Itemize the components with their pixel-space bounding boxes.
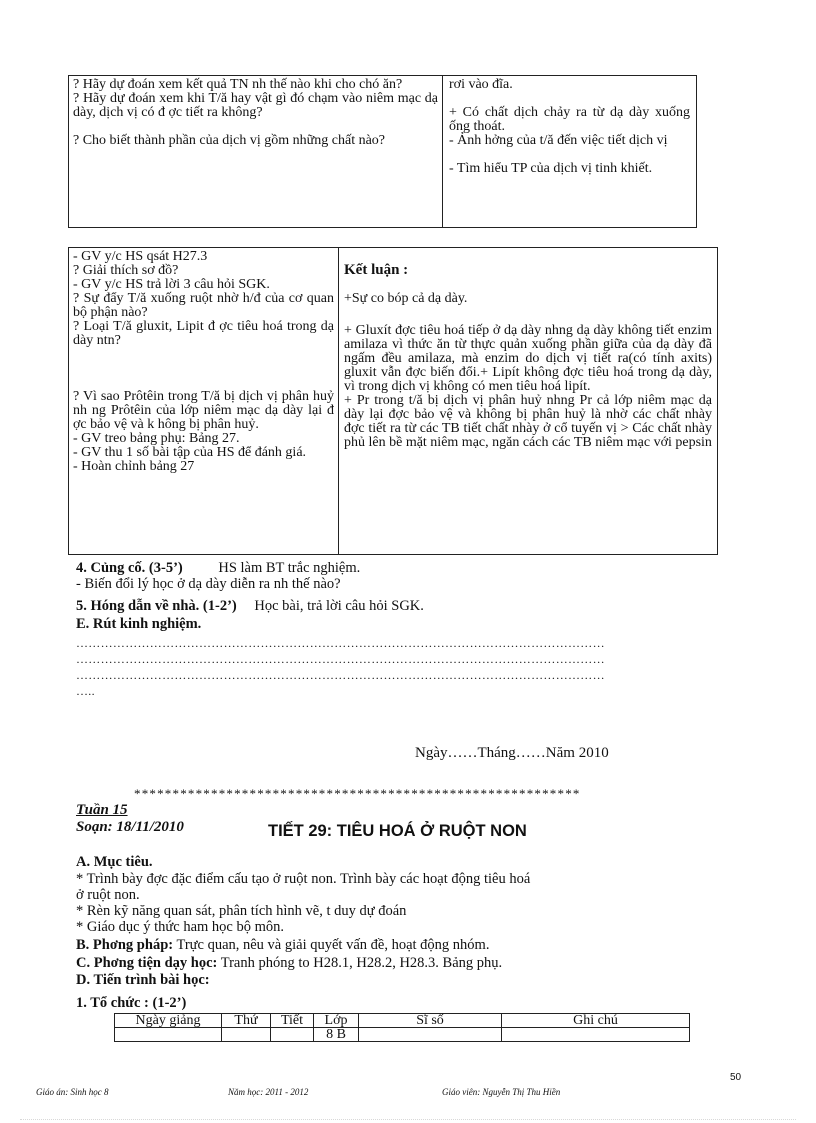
question-1: ? Hãy dự đoán xem kết quả TN nh thế nào khi cho chó ăn? [73, 77, 403, 92]
table-cell [222, 1028, 271, 1042]
header-cell: Lớp [314, 1014, 359, 1028]
activity-2: ? Giải thích sơ đồ? [73, 263, 179, 278]
conclusion-heading: Kết luận : [344, 262, 409, 278]
table-header-row [115, 1014, 690, 1028]
question-3: ? Cho biết thành phần của dịch vị gồm những chất nào? [73, 133, 386, 148]
header-cell: Sĩ số [359, 1014, 502, 1028]
activity-3: - GV y/c HS trả lời 3 câu hỏi SGK. [73, 277, 270, 292]
lesson-title: TIẾT 29: TIÊU HOÁ Ở RUỘT NON [268, 822, 527, 840]
answer-3: - Ảnh hởng của t/ă đến việc tiết dịch vị [449, 133, 668, 148]
section-4-text: HS làm BT trắc nghiệm. [218, 560, 361, 576]
discussion-table-1 [68, 75, 697, 228]
separator-stars: ********************************************************** [134, 786, 581, 801]
date-line: Ngày……Tháng……Năm 2010 [415, 745, 609, 761]
section-b [76, 937, 489, 953]
teacher-activities-col [69, 248, 339, 554]
section-4 [76, 560, 360, 576]
footer-subject: Giáo án: Sinh học 8 [36, 1087, 109, 1097]
table-row [115, 1028, 690, 1042]
section-5-label: 5. Hóng dẫn về nhà. (1-2’) [76, 598, 237, 614]
week-label: Tuần 15 [76, 802, 128, 818]
activity-4: ? Sự đẩy T/ă xuống ruột nhờ h/đ của cơ quan bộ phận nào? [73, 291, 334, 320]
objective-line-3: * Rèn kỹ năng quan sát, phân tích hình vẽ, t duy dự đoán [76, 903, 407, 919]
conclusion-3: + Pr trong t/ă bị dịch vị phân huỷ nhng Pr cả lớp niêm mạc dạ dày lại đợc bảo vệ và không bị phân huỷ là nhờ các chất nhày đợc tiết ra từ các TB tiết chất nhày ở cổ tuyến vị > Các chất nhày phủ lên bề mặt niêm mạc, ngăn cách các TB niêm mạc với pepsin [344, 393, 712, 450]
section-e-label: E. Rút kinh nghiệm. [76, 616, 202, 632]
objective-line-2: ở ruột non. [76, 887, 140, 903]
header-cell: Tiết [271, 1014, 314, 1028]
section-a-label: A. Mục tiêu. [76, 854, 153, 870]
activity-5: ? Loại T/ă gluxit, Lipit đ ợc tiêu hoá trong dạ dày ntn? [73, 319, 334, 348]
conclusion-1: +Sự co bóp cả dạ dày. [344, 291, 468, 306]
answer-2: + Có chất dịch chảy ra từ dạ dày xuống ống thoát. [449, 105, 690, 134]
notes-line-4: ….. [76, 684, 95, 698]
activity-8: - GV thu 1 số bài tập của HS để đánh giá. [73, 445, 307, 460]
section-1-label: 1. Tổ chức : (1-2’) [76, 995, 187, 1011]
table-cell [115, 1028, 222, 1042]
table-cell [271, 1028, 314, 1042]
notes-line-3: ………………………………………………………………………………………………………………… [76, 668, 605, 682]
table-cell [502, 1028, 690, 1042]
section-4-question: - Biến đổi lý học ở dạ dày diễn ra nh thế nào? [76, 576, 341, 592]
page-number: 50 [730, 1072, 742, 1083]
discussion-table-2 [68, 247, 718, 555]
answer-4: - Tìm hiểu TP của dịch vị tinh khiết. [449, 161, 653, 176]
header-cell: Ngày giảng [115, 1014, 222, 1028]
table-cell: 8 B [314, 1028, 359, 1042]
objective-line-4: * Giáo dục ý thức ham học bộ môn. [76, 919, 284, 935]
section-5 [76, 598, 424, 614]
prepared-date: Soạn: 18/11/2010 [76, 819, 184, 835]
conclusion-col [339, 248, 717, 554]
activity-1: - GV y/c HS qsát H27.3 [73, 249, 208, 264]
section-c [76, 955, 502, 971]
activity-6: ? Vì sao Prôtêin trong T/ă bị dịch vị phân huỷ nh ng Prôtêin của lớp niêm mạc dạ dày lại đ ợc bảo vệ và k hông bị phân huỷ. [73, 389, 334, 432]
header-cell: Thứ [222, 1014, 271, 1028]
activity-9: - Hoàn chỉnh bảng 27 [73, 459, 195, 474]
footer-teacher: Giáo viên: Nguyễn Thị Thu Hiền [442, 1087, 561, 1097]
student-activities-col [443, 76, 696, 227]
table-cell [359, 1028, 502, 1042]
section-c-label: C. Phơng tiện dạy học: [76, 955, 218, 971]
objective-line-1: * Trình bày đợc đặc điểm cấu tạo ở ruột non. Trình bày các hoạt động tiêu hoá [76, 871, 531, 887]
teacher-activities-col [69, 76, 443, 227]
section-c-text: Tranh phóng to H28.1, H28.2, H28.3. Bảng phụ. [220, 955, 503, 971]
notes-line-2: ………………………………………………………………………………………………………………… [76, 652, 605, 666]
section-d-label: D. Tiến trình bài học: [76, 972, 210, 988]
notes-line-1: ………………………………………………………………………………………………………………… [76, 636, 605, 650]
section-b-label: B. Phơng pháp: [76, 937, 174, 953]
header-cell: Ghi chú [502, 1014, 690, 1028]
footer-school-year: Năm học: 2011 - 2012 [228, 1087, 309, 1097]
activity-7: - GV treo bảng phụ: Bảng 27. [73, 431, 240, 446]
section-4-label: 4. Củng cố. (3-5’) [76, 560, 183, 576]
page-bottom-rule [20, 1119, 796, 1120]
question-2: ? Hãy dự đoán xem khi T/ă hay vật gì đó chạm vào niêm mạc dạ dày, dịch vị có đ ợc tiết ra không? [73, 91, 438, 120]
attendance-table [114, 1013, 690, 1042]
answer-1: rơi vào đĩa. [449, 77, 513, 92]
section-b-text: Trực quan, nêu và giải quyết vấn đề, hoạt động nhóm. [176, 937, 490, 953]
conclusion-2: + Gluxít đợc tiêu hoá tiếp ở dạ dày nhng dạ dày không tiết enzim amilaza vì thức ăn từ thực quản xuống phần giữa của dạ dày đã ngấm đều amilaza, mà enzim do dịch vị tiết ra(có tính axits) gluxit vẫn đợc biến đổi.+ Lipít không đợc tiêu hoá trong dạ dày, vì trong dịch vị không có men tiêu hoá lipít. [344, 323, 712, 394]
section-5-text: Học bài, trả lời câu hỏi SGK. [254, 598, 424, 614]
